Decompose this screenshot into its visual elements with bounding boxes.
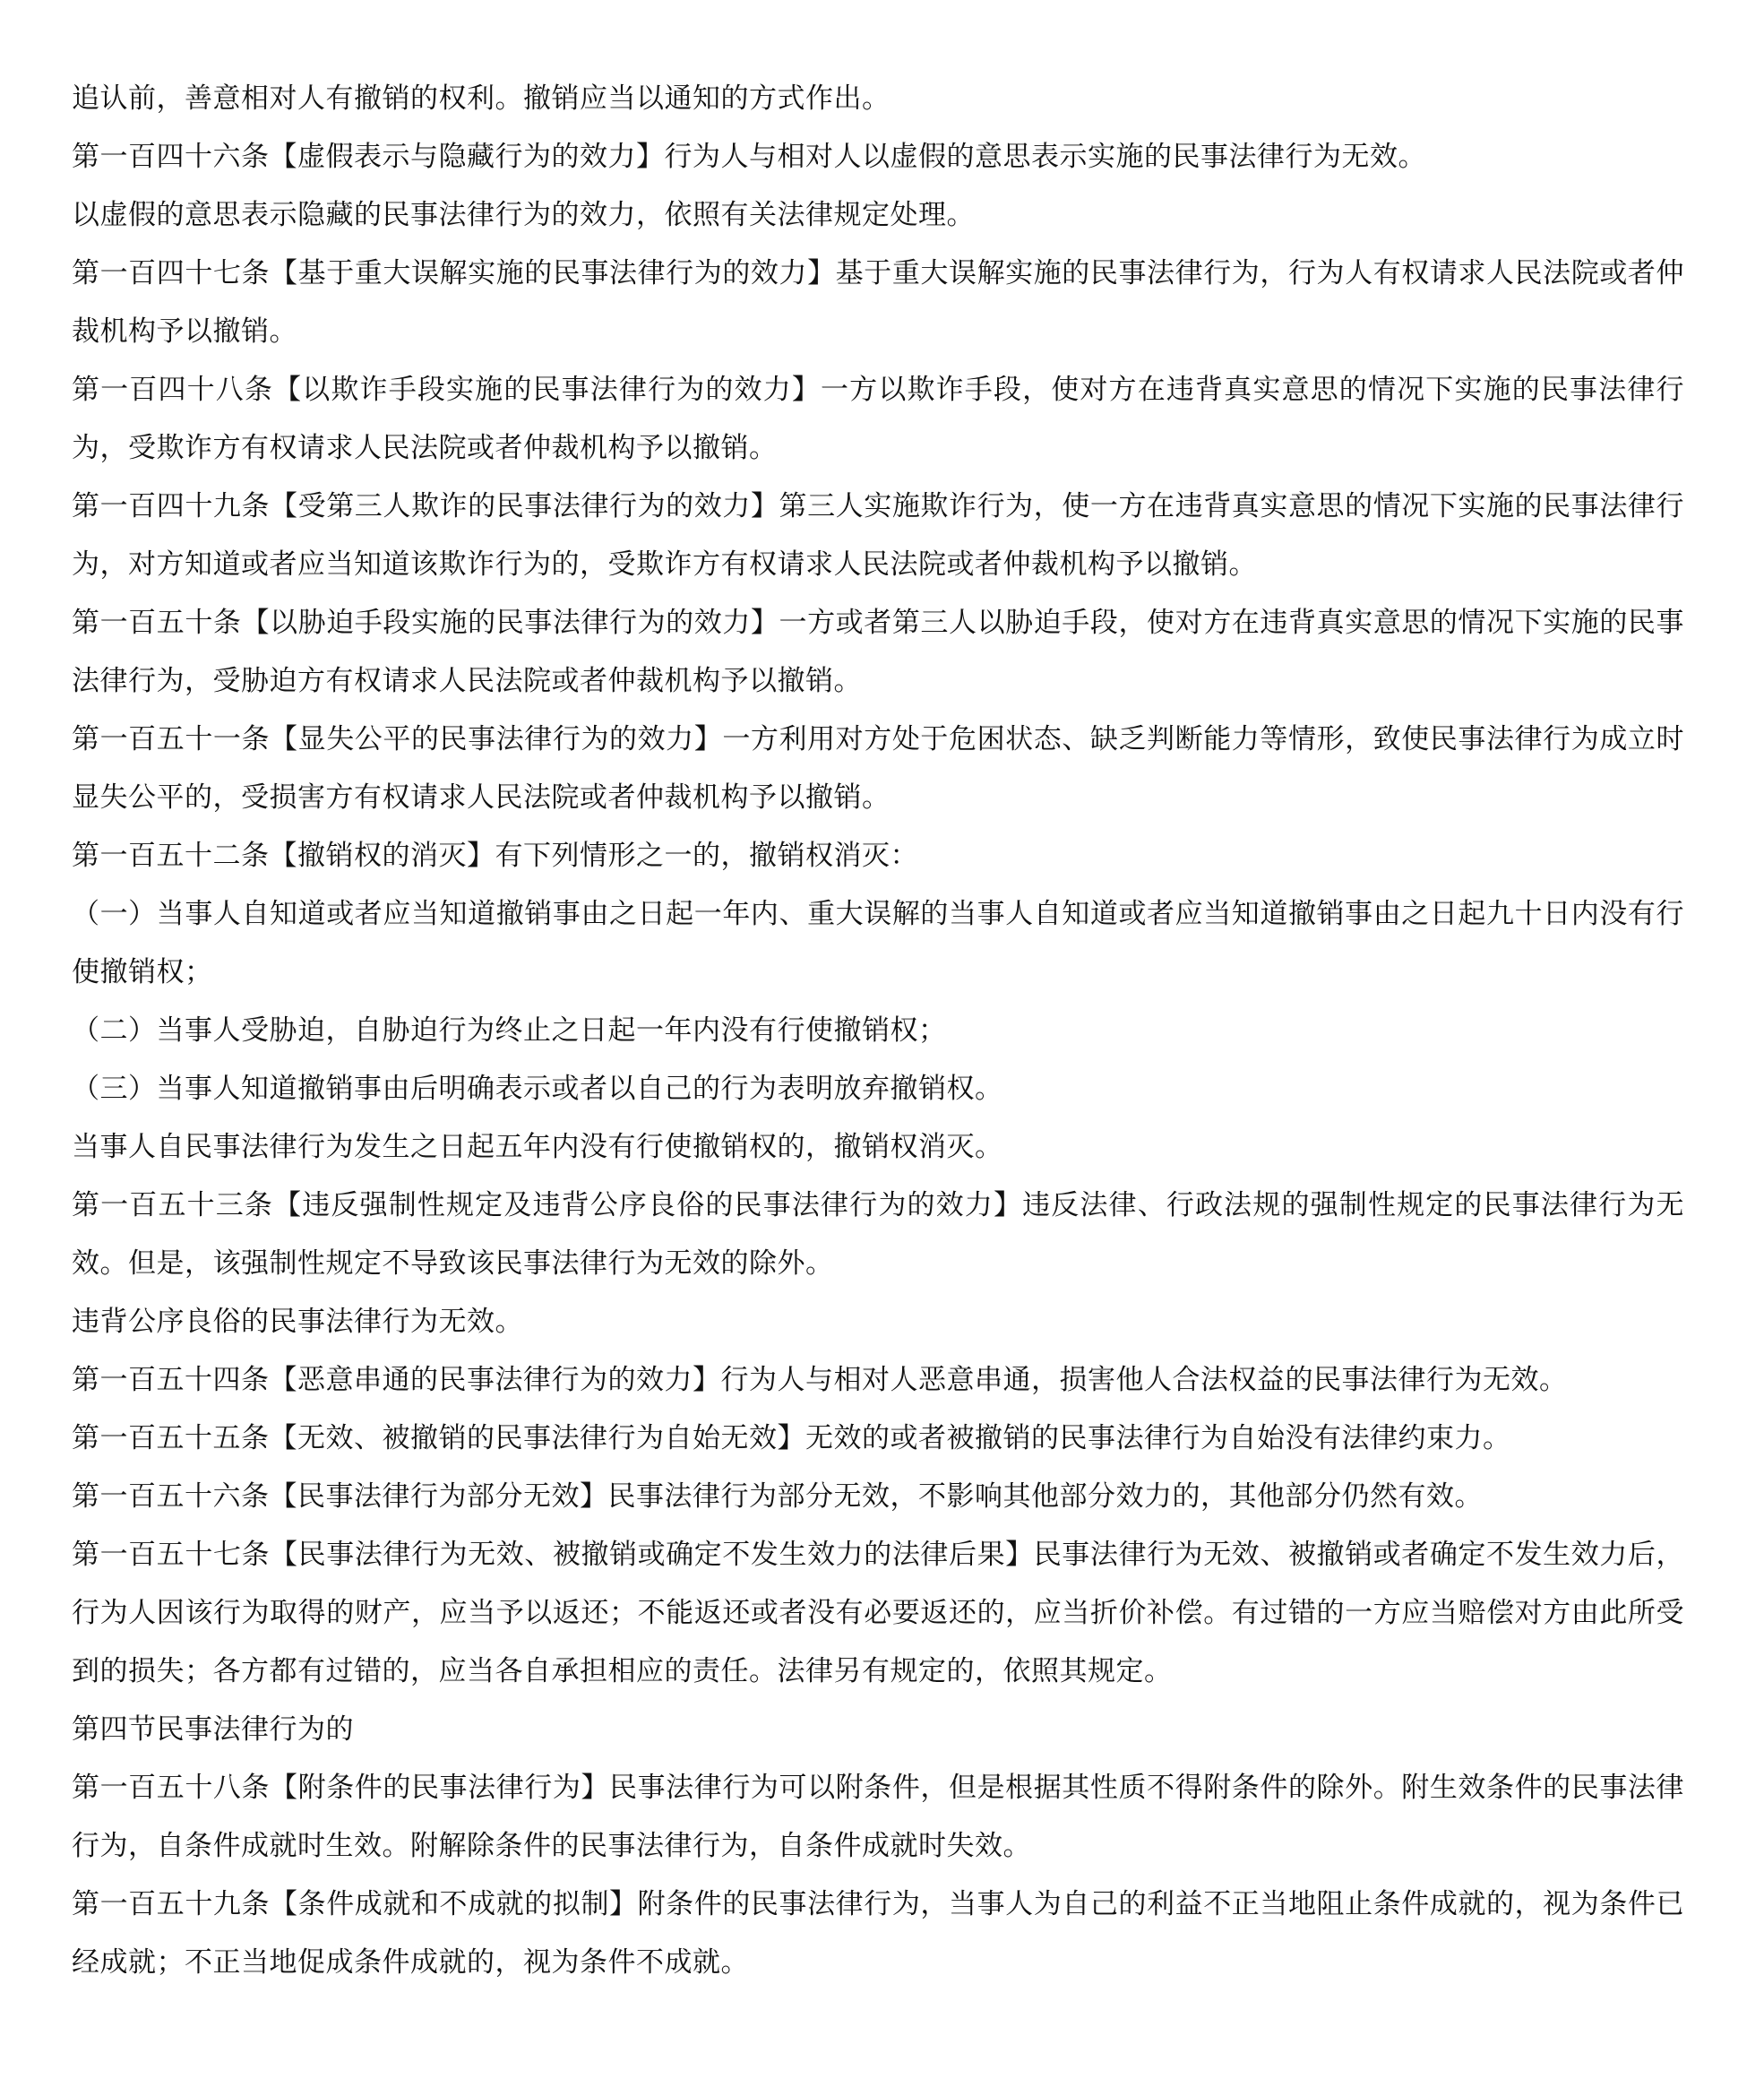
article-146: 第一百四十六条【虚假表示与隐藏行为的效力】行为人与相对人以虚假的意思表示实施的民事法律行为无效。 (72, 141, 1426, 173)
article-153: 第一百五十三条【违反强制性规定及违背公序良俗的民事法律行为的效力】违反法律、行政法规的强制性规定的民事法律行为无效。但是，该强制性规定不导致该民事法律行为无效的除外。 (72, 1189, 1684, 1280)
article-151: 第一百五十一条【显失公平的民事法律行为的效力】一方利用对方处于危困状态、缺乏判断能力等情形，致使民事法律行为成立时显失公平的，受损害方有权请求人民法院或者仲裁机构予以撤销。 (72, 723, 1684, 814)
article-150: 第一百五十条【以胁迫手段实施的民事法律行为的效力】一方或者第三人以胁迫手段，使对方在违背真实意思的情况下实施的民事法律行为，受胁迫方有权请求人民法院或者仲裁机构予以撤销。 (72, 607, 1684, 697)
article-157: 第一百五十七条【民事法律行为无效、被撤销或确定不发生效力的法律后果】民事法律行为无效、被撤销或者确定不发生效力后，行为人因该行为取得的财产，应当予以返还；不能返还或者没有必要返还的，应当折价补偿。有过错的一方应当赔偿对方由此所受到的损失；各方都有过错的，应当各自承担相应的责任。法律另有规定的，依照其规定。 (72, 1539, 1684, 1687)
article-159: 第一百五十九条【条件成就和不成就的拟制】附条件的民事法律行为，当事人为自己的利益不正当地阻止条件成就的，视为条件已经成就；不正当地促成条件成就的，视为条件不成就。 (72, 1888, 1684, 1979)
article-148: 第一百四十八条【以欺诈手段实施的民事法律行为的效力】一方以欺诈手段，使对方在违背真实意思的情况下实施的民事法律行为，受欺诈方有权请求人民法院或者仲裁机构予以撤销。 (72, 374, 1684, 464)
paragraph: 违背公序良俗的民事法律行为无效。 (72, 1306, 523, 1338)
article-149: 第一百四十九条【受第三人欺诈的民事法律行为的效力】第三人实施欺诈行为，使一方在违背真实意思的情况下实施的民事法律行为，对方知道或者应当知道该欺诈行为的，受欺诈方有权请求人民法院或者仲裁机构予以撤销。 (72, 490, 1684, 581)
article-147: 第一百四十七条【基于重大误解实施的民事法律行为的效力】基于重大误解实施的民事法律行为，行为人有权请求人民法院或者仲裁机构予以撤销。 (72, 257, 1684, 348)
paragraph: 追认前，善意相对人有撤销的权利。撤销应当以通知的方式作出。 (72, 82, 891, 115)
list-item-2: （二）当事人受胁迫，自胁迫行为终止之日起一年内没有行使撤销权； (72, 1014, 947, 1047)
article-156: 第一百五十六条【民事法律行为部分无效】民事法律行为部分无效，不影响其他部分效力的，其他部分仍然有效。 (72, 1480, 1483, 1513)
document-body (72, 70, 1684, 1992)
paragraph: 当事人自民事法律行为发生之日起五年内没有行使撤销权的，撤销权消灭。 (72, 1131, 1003, 1163)
list-item-3: （三）当事人知道撤销事由后明确表示或者以自己的行为表明放弃撤销权。 (72, 1073, 1003, 1105)
article-152: 第一百五十二条【撤销权的消灭】有下列情形之一的，撤销权消灭： (72, 840, 918, 872)
article-155: 第一百五十五条【无效、被撤销的民事法律行为自始无效】无效的或者被撤销的民事法律行为自始没有法律约束力。 (72, 1422, 1511, 1454)
article-158: 第一百五十八条【附条件的民事法律行为】民事法律行为可以附条件，但是根据其性质不得附条件的除外。附生效条件的民事法律行为，自条件成就时生效。附解除条件的民事法律行为，自条件成就时失效。 (72, 1772, 1684, 1862)
section-heading: 第四节民事法律行为的 (72, 1713, 354, 1746)
list-item-1: （一）当事人自知道或者应当知道撤销事由之日起一年内、重大误解的当事人自知道或者应当知道撤销事由之日起九十日内没有行使撤销权； (72, 898, 1684, 988)
article-154: 第一百五十四条【恶意串通的民事法律行为的效力】行为人与相对人恶意串通，损害他人合法权益的民事法律行为无效。 (72, 1364, 1568, 1396)
paragraph: 以虚假的意思表示隐藏的民事法律行为的效力，依照有关法律规定处理。 (72, 199, 975, 231)
